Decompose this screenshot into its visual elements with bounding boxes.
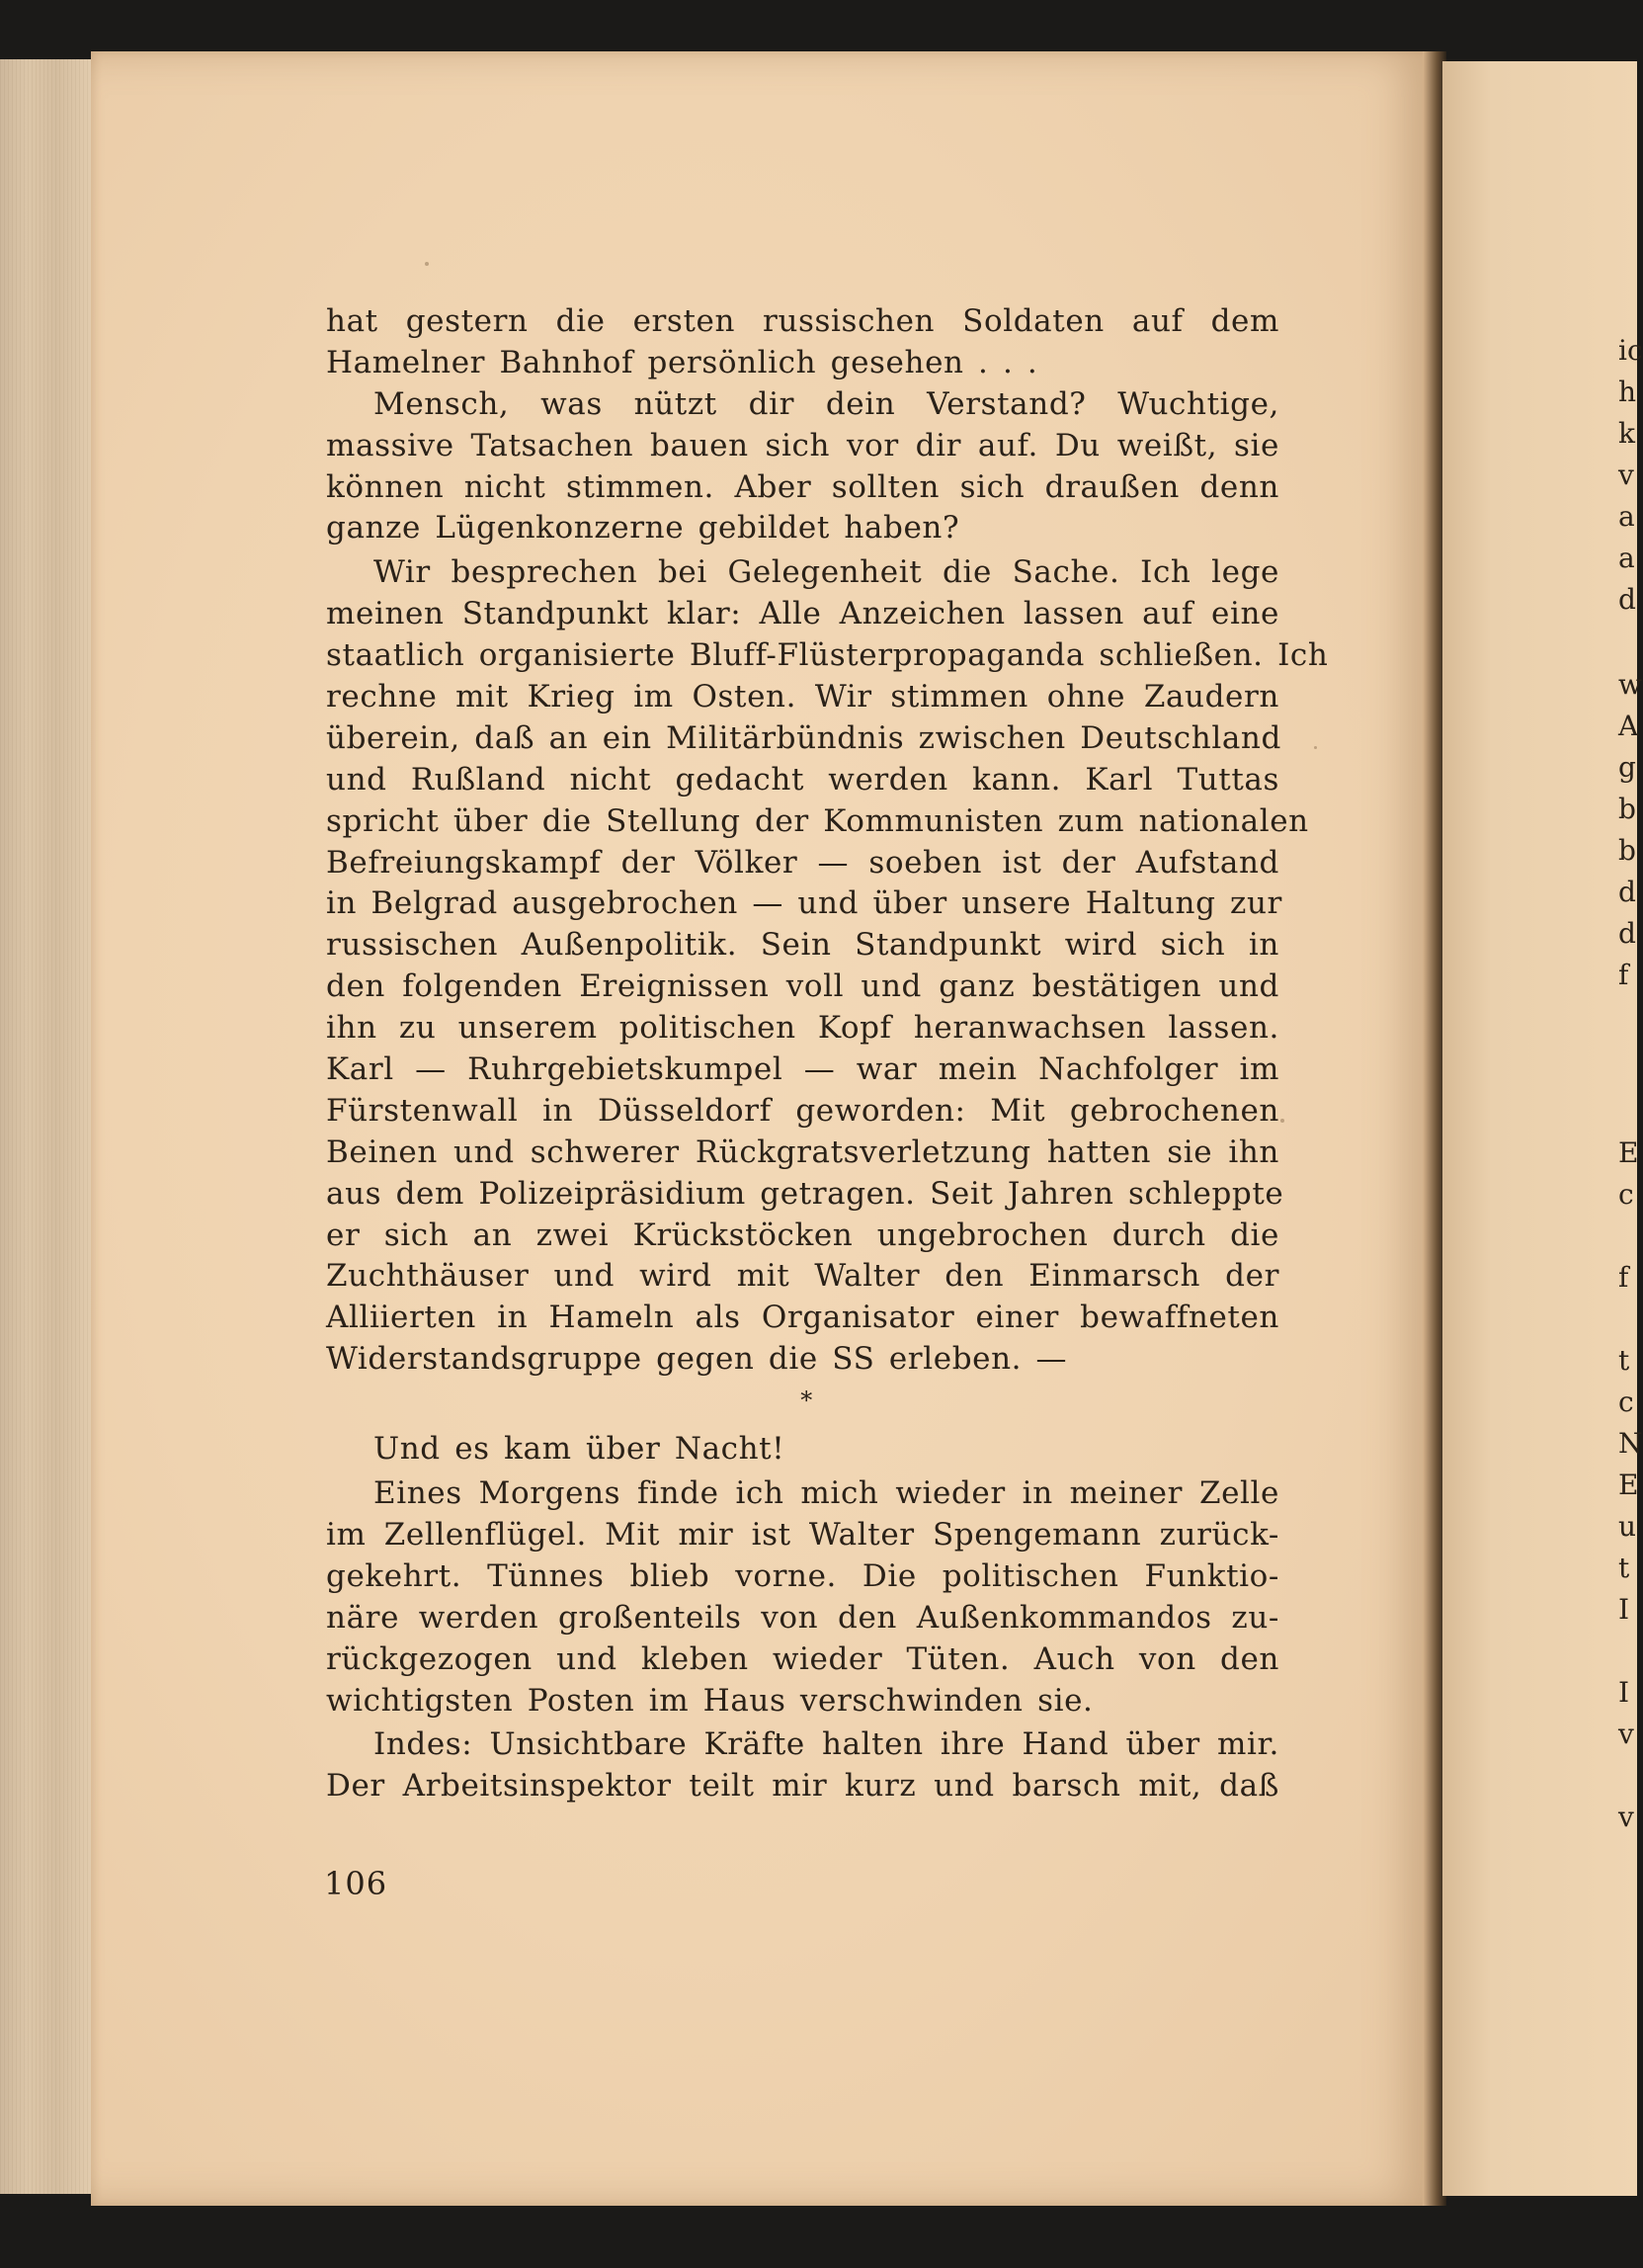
facing-fragment: c (1618, 1178, 1634, 1211)
paper-speck (425, 262, 429, 266)
text-line: Und es kam über Nacht! (373, 1431, 785, 1468)
facing-fragment: d (1618, 583, 1636, 616)
facing-fragment: f (1618, 959, 1629, 991)
facing-fragment: v (1618, 1718, 1634, 1750)
text-line: Beinen und schwerer Rückgratsverletzung hatten sie ihn (326, 1134, 1279, 1170)
facing-fragment: A (1618, 710, 1639, 742)
facing-fragment: E (1618, 1469, 1639, 1501)
text-line: er sich an zwei Krückstöcken ungebrochen durch die (326, 1217, 1279, 1253)
text-line: Der Arbeitsinspektor teilt mir kurz und barsch mit, daß (326, 1768, 1279, 1805)
text-line: ganze Lügenkonzerne gebildet haben? (326, 510, 960, 546)
text-line: Eines Morgens finde ich mich wieder in meiner Zelle (373, 1475, 1279, 1512)
text-line: ihn zu unserem politischen Kopf heranwachsen lassen. (326, 1010, 1279, 1047)
page-number: 106 (324, 1865, 388, 1902)
text-line: im Zellenflügel. Mit mir ist Walter Spengemann zurück- (326, 1516, 1279, 1553)
facing-fragment: v (1618, 1801, 1634, 1833)
facing-fragment: d (1618, 917, 1636, 950)
text-line: spricht über die Stellung der Kommunisten zum nationalen (326, 802, 1309, 839)
facing-fragment: b (1618, 793, 1636, 825)
facing-fragment: v (1618, 459, 1634, 491)
facing-fragment: c (1618, 1386, 1634, 1418)
text-line: Indes: Unsichtbare Kräfte halten ihre Hand über mir. (373, 1726, 1279, 1763)
text-line: hat gestern die ersten russischen Soldaten auf dem (326, 303, 1279, 339)
facing-fragment: ic (1618, 334, 1643, 367)
text-line: staatlich organisierte Bluff-Flüsterpropaganda schließen. Ich (326, 637, 1329, 674)
facing-fragment: k (1618, 417, 1635, 450)
facing-fragment: I (1618, 1676, 1630, 1709)
text-line: russischen Außenpolitik. Sein Standpunkt wird sich in (326, 927, 1279, 964)
paper-speck (1314, 746, 1317, 749)
text-line: Mensch, was nützt dir dein Verstand? Wuchtige, (373, 385, 1279, 422)
text-line: Alliierten in Hameln als Organisator einer bewaffneten (326, 1300, 1279, 1336)
facing-page (1442, 61, 1643, 2196)
facing-fragment: t (1618, 1344, 1630, 1377)
text-line: Zuchthäuser und wird mit Walter den Einmarsch der (326, 1258, 1279, 1295)
facing-fragment: w (1618, 668, 1642, 701)
text-line: massive Tatsachen bauen sich vor dir auf. Du weißt, sie (326, 427, 1279, 463)
text-line: wichtigsten Posten im Haus verschwinden sie. (326, 1682, 1094, 1719)
text-line: Hamelner Bahnhof persönlich gesehen . . . (326, 344, 1038, 380)
facing-fragment: a (1618, 500, 1635, 533)
facing-fragment: u (1618, 1510, 1637, 1543)
facing-fragment: N (1618, 1427, 1643, 1460)
facing-fragment: g (1618, 751, 1636, 784)
facing-fragment: h (1618, 376, 1637, 408)
facing-fragment: I (1618, 1593, 1630, 1626)
text-line: Widerstandsgruppe gegen die SS erleben. — (326, 1341, 1068, 1378)
section-break: * (800, 1386, 813, 1415)
facing-fragment: f (1618, 1261, 1629, 1294)
text-line: näre werden großenteils von den Außenkommandos zu- (326, 1599, 1279, 1636)
text-line: den folgenden Ereignissen voll und ganz bestätigen und (326, 968, 1279, 1005)
text-line: Wir besprechen bei Gelegenheit die Sache. Ich lege (373, 554, 1279, 591)
paper-speck (1280, 1119, 1284, 1123)
text-line: rückgezogen und kleben wieder Tüten. Auch von den (326, 1640, 1279, 1677)
text-line: aus dem Polizeipräsidium getragen. Seit Jahren schleppte (326, 1175, 1284, 1212)
body-text (326, 301, 1329, 1807)
text-line: gekehrt. Tünnes blieb vorne. Die politischen Funktio- (326, 1557, 1279, 1594)
facing-fragment: E (1618, 1136, 1639, 1169)
text-line: Karl — Ruhrgebietskumpel — war mein Nachfolger im (326, 1051, 1279, 1088)
text-line: meinen Standpunkt klar: Alle Anzeichen lassen auf eine (326, 596, 1279, 632)
text-line: Befreiungskampf der Völker — soeben ist der Aufstand (326, 844, 1279, 881)
facing-fragment: b (1618, 834, 1636, 867)
text-line: rechne mit Krieg im Osten. Wir stimmen ohne Zaudern (326, 679, 1279, 715)
facing-fragment: d (1618, 876, 1636, 908)
facing-fragment: t (1618, 1552, 1630, 1584)
text-line: und Rußland nicht gedacht werden kann. Karl Tuttas (326, 761, 1279, 798)
facing-fragment: a (1618, 542, 1635, 574)
text-line: können nicht stimmen. Aber sollten sich draußen denn (326, 468, 1279, 505)
text-line: Fürstenwall in Düsseldorf geworden: Mit gebrochenen (326, 1092, 1279, 1129)
text-line: in Belgrad ausgebrochen — und über unsere Haltung zur (326, 885, 1282, 922)
text-line: überein, daß an ein Militärbündnis zwischen Deutschland (326, 719, 1281, 756)
page-stack-edges (0, 59, 95, 2194)
